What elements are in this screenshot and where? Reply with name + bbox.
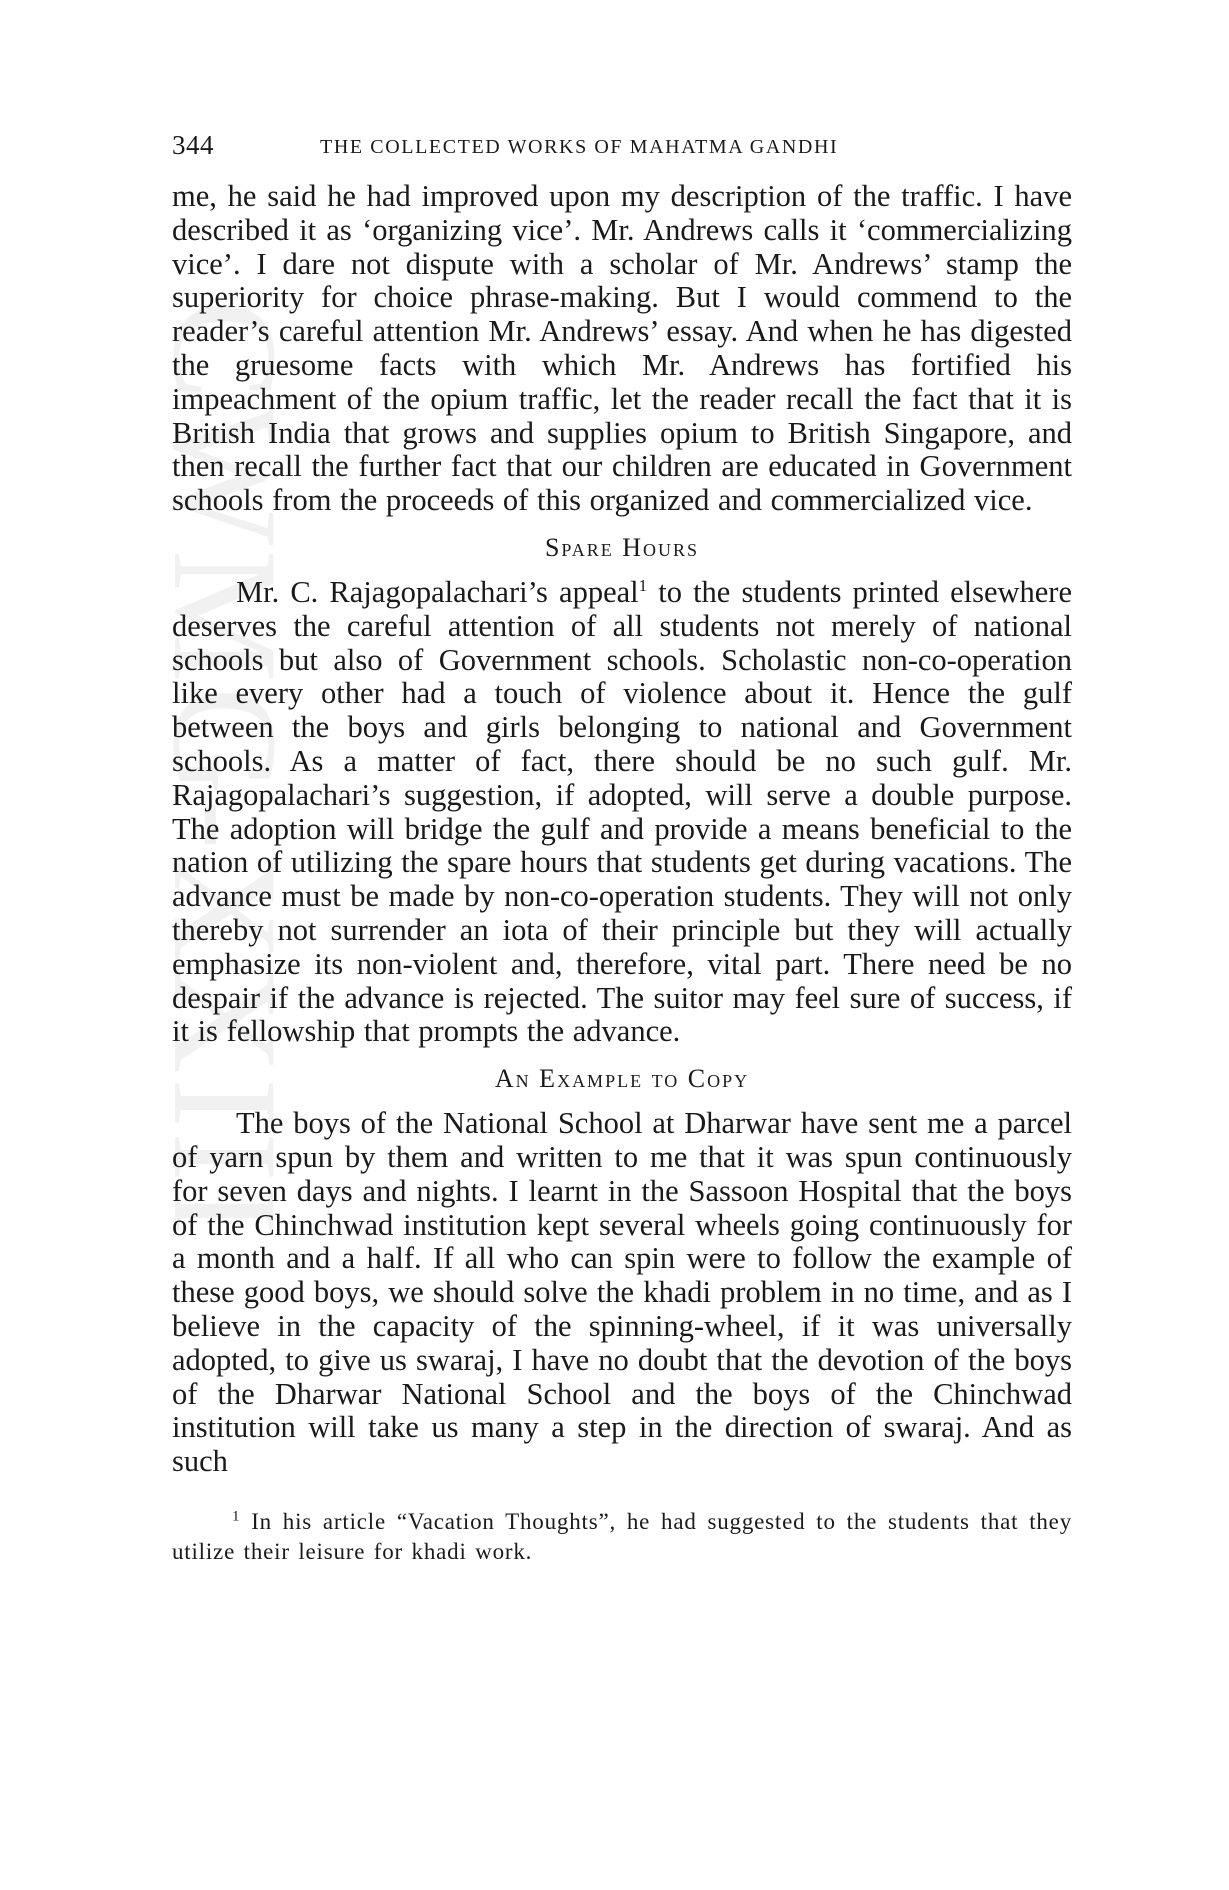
running-title: THE COLLECTED WORKS OF MAHATMA GANDHI: [320, 136, 839, 158]
example-paragraph: The boys of the National School at Dharwar have sent me a parcel of yarn spun by them and written to me that it was spun continuously for seven days and nights. I learnt in the Sassoon Hospital that the boys of the Chinchwad institution kept several wheels going continuously for a month and a half. If all who can spin were to follow the example of these good boys, we should solve the khadi problem in no time, and as I believe in the capacity of the spinning-wheel, if it was universally adopted, to give us swaraj, I have no doubt that the devotion of the boys of the Dharwar National School and the boys of the Chinchwad institution will take us many a step in the direction of swaraj. And as such: [172, 1106, 1072, 1479]
intro-paragraph: me, he said he had improved upon my description of the traffic. I have described it as ‘organizing vice’. Mr. Andrews calls it ‘commercializing vice’. I dare not dispute with a scholar of Mr. Andrews’ stamp the superiority for choice phrase-making. But I would commend to the reader’s careful attention Mr. Andrews’ essay. And when he has digested the gruesome facts with which Mr. Andrews has fortified his impeachment of the opium traffic, let the reader recall the fact that it is British India that grows and supplies opium to British Singapore, and then recall the further fact that our children are educated in Government schools from the proceeds of this organized and commercialized vice.: [172, 179, 1072, 518]
footnote-reference: 1: [638, 575, 648, 595]
section-heading-spare-hours: Spare Hours: [544, 532, 700, 562]
section-heading-example: An Example to Copy: [494, 1064, 750, 1094]
spare-hours-text: to the students printed elsewhere deserves the careful attention of all students not merely of national schools but also of Government schools. Scholastic non-co-operation like every other had a touch of violence about it. Hence the gulf between the boys and girls belonging to national and Government schools. As a matter of fact, there should be no such gulf. Mr. Rajagopalachari’s suggestion, if adopted, will serve a double purpose. The adoption will bridge the gulf and provide a means beneficial to the nation of utilizing the spare hours that students get during vacations. The advance must be made by non-co-operation students. They will not only thereby not surrender an iota of their principle but they will actually emphasize its non-violent and, therefore, vital part. There need be no despair if the advance is rejected. The suitor may feel sure of success, if it is fellowship that prompts the advance.: [172, 574, 1072, 1049]
footnote: [172, 1507, 1072, 1567]
spare-hours-paragraph: [172, 576, 1072, 1049]
spare-hours-lead: Mr. C. Rajagopalachari’s appeal: [236, 574, 639, 609]
footnote-marker: 1: [232, 1508, 241, 1525]
watermark-text: CWMG-XXIII: [142, 300, 308, 1240]
page-number: 344: [172, 130, 214, 160]
body-text: [172, 180, 1072, 1567]
running-head: [172, 130, 1072, 166]
footnote-text: In his article “Vacation Thoughts”, he had suggested to the students that they utilize their leisure for khadi work.: [172, 1508, 1072, 1564]
